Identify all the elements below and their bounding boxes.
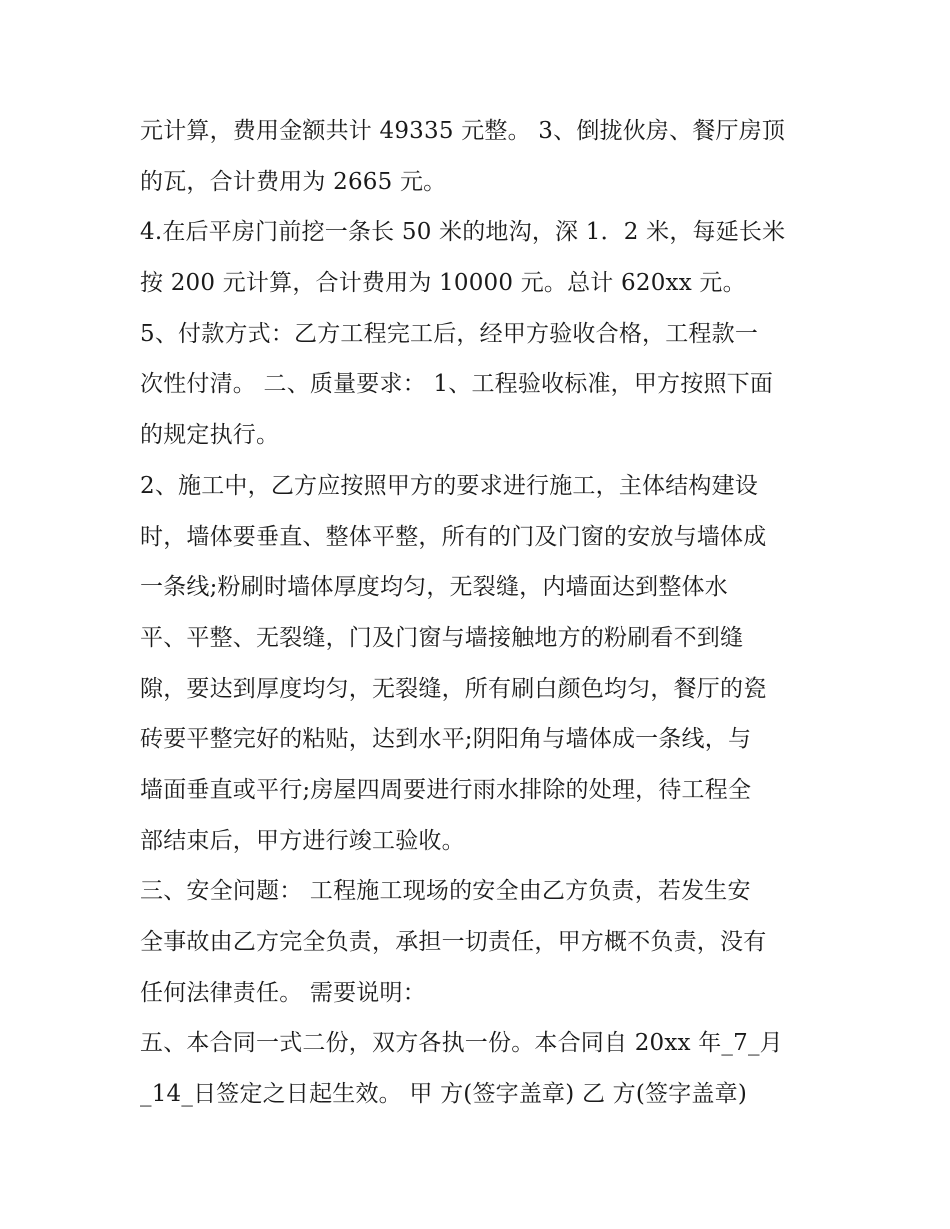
text-line: 一条线;粉刷时墙体厚度均匀，无裂缝，内墙面达到整体水 (140, 574, 728, 601)
text-line: 砖要平整完好的粘贴，达到水平;阴阳角与墙体成一条线，与 (140, 726, 752, 753)
text-line: 元计算，费用金额共计 49335 元整。 3、倒拢伙房、餐厅房顶 (140, 118, 786, 144)
text-line: 全事故由乙方完全负责，承担一切责任，甲方概不负责，没有 (140, 929, 767, 955)
text-line: 2、施工中，乙方应按照甲方的要求进行施工，主体结构建设 (140, 472, 759, 499)
text-line: 平、平整、无裂缝，门及门窗与墙接触地方的粉刷看不到缝 (140, 624, 744, 651)
text-line: 4.在后平房门前挖一条长 50 米的地沟，深 1．2 米，每延长米 (140, 219, 786, 246)
text-line: 按 200 元计算，合计费用为 10000 元。总计 620xx 元。 (140, 270, 746, 297)
text-line: 次性付清。 二、质量要求： 1、工程验收标准，甲方按照下面 (140, 371, 774, 398)
text-line: 墙面垂直或平行;房屋四周要进行雨水排除的处理，待工程全 (140, 776, 752, 803)
text-line: 部结束后，甲方进行竣工验收。 (140, 827, 465, 854)
text-line: _14_日签定之日起生效。 甲 方(签字盖章) 乙 方(签字盖章) (140, 1081, 748, 1108)
text-line: 隙，要达到厚度均匀，无裂缝，所有刷白颜色均匀，餐厅的瓷 (140, 675, 767, 702)
text-line: 时，墙体要垂直、整体平整，所有的门及门窗的安放与墙体成 (140, 523, 767, 550)
document-body (140, 106, 820, 1120)
text-line: 的瓦，合计费用为 2665 元。 (140, 168, 447, 195)
text-line: 的规定执行。 (140, 422, 280, 449)
text-line: 5、付款方式：乙方工程完工后，经甲方验收合格，工程款一 (140, 320, 759, 347)
text-line: 任何法律责任。 需要说明： (140, 979, 426, 1006)
text-line: 三、安全问题： 工程施工现场的安全由乙方负责，若发生安 (140, 878, 751, 905)
text-line: 五、本合同一式二份，双方各执一份。本合同自 20xx 年_7_月 (140, 1030, 783, 1057)
